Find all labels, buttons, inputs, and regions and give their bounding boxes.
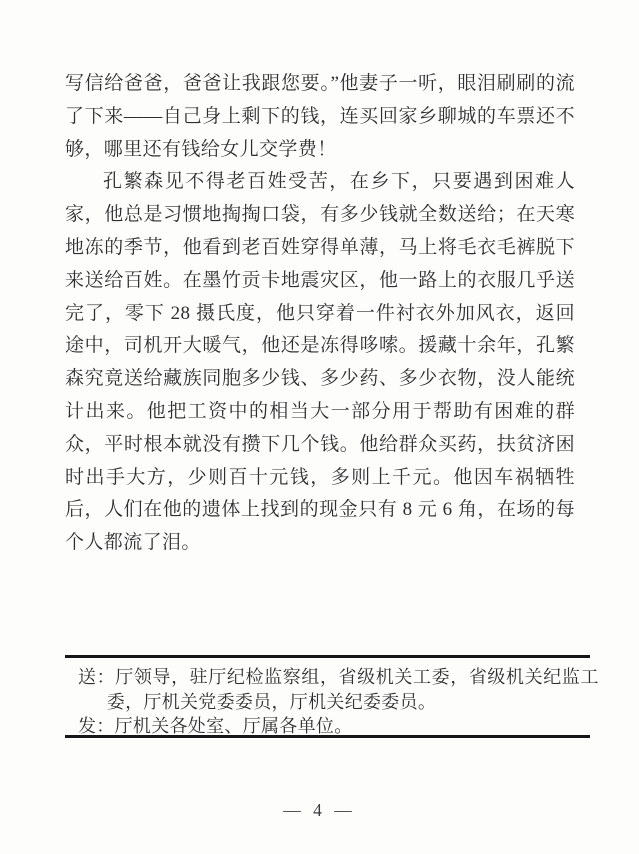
distribution-footer [65,655,599,738]
footer-entry-send [78,665,599,714]
footer-entry-issue [78,714,599,739]
document-body [65,68,575,560]
footer-send-text: 厅领导，驻厅纪检监察组，省级机关工委，省级机关纪监工委，厅机关党委委员，厅机关纪委委员。 [106,667,599,712]
footer-issue-text: 厅机关各处室、厅属各单位。 [114,716,353,736]
footer-issue-label: 发： [78,716,115,736]
body-paragraph-main: 孔繁森见不得老百姓受苦，在乡下，只要遇到困难人家，他总是习惯地掏掏口袋，有多少钱就全数送给；在天寒地冻的季节，他看到老百姓穿得单薄，马上将毛衣毛裤脱下来送给百姓。在墨竹贡卡地震灾区，他一路上的衣服几乎送完了，零下 28 摄氏度，他只穿着一件衬衣外加风衣，返回途中，司机开大暖气，他还是冻得哆嗦。援藏十余年，孔繁森究竟送给藏族同胞多少钱、多少药、多少衣物，没人能统计出来。他把工资中的相当大一部分用于帮助有困难的群众，平时根本就没有攒下几个钱。他给群众买药，扶贫济困时出手大方，少则百十元钱，多则上千元。他因车祸牺牲后，人们在他的遗体上找到的现金只有 8 元 6 角，在场的每个人都流了泪。 [65,171,575,554]
body-paragraph-continuation: 写信给爸爸，爸爸让我跟您要。”他妻子一听，眼泪刷刷的流了下来——自己身上剩下的钱，连买回家乡聊城的车票还不够，哪里还有钱给女儿交学费！ [65,73,575,160]
page-number: — 4 — [283,800,356,820]
footer-send-label: 送： [78,667,116,687]
